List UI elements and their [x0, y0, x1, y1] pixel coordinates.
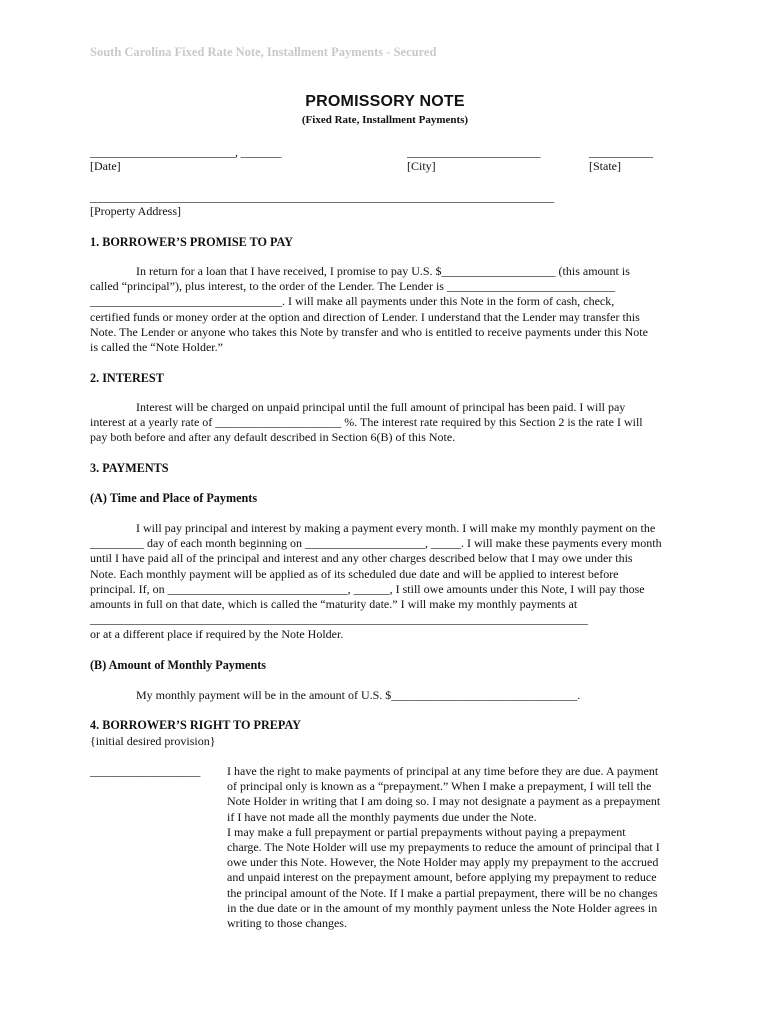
section-3a-line: I will pay principal and interest by making a payment every month. I will make my monthly payment on the	[136, 521, 656, 535]
section-1-line: certified funds or money order at the option and direction of Lender. I understand that the Lender may transfer this	[90, 309, 640, 324]
section-4-line: the principal amount of the Note. If I make a partial prepayment, there will be no changes	[227, 885, 658, 900]
section-3a-line: _________ day of each month beginning on ____________________, _____. I will make these payments every month	[90, 536, 662, 551]
property-address-blank[interactable]: ________________________________________________________________________________	[90, 190, 555, 204]
city-label: [City]	[407, 159, 436, 173]
section-3a-line: principal. If, on ______________________________, ______, I still owe amounts under this Note, I will pay those	[90, 581, 645, 596]
section-4-line: owe under this Note. However, the Note Holder may apply my prepayment to the accrued	[227, 855, 659, 870]
page-subtitle: (Fixed Rate, Installment Payments)	[301, 114, 469, 126]
section-4-line: of principal only is known as a “prepayment.” When I make a prepayment, I will tell the	[227, 779, 652, 794]
section-4-line: I may make a full prepayment or partial prepayments without paying a prepayment	[227, 824, 626, 839]
property-address-label: [Property Address]	[90, 204, 181, 218]
section-4-line: Note Holder in writing that I am doing so. I may not designate a payment as a prepayment	[227, 794, 661, 809]
section-1-line: Note. The Lender or anyone who takes this Note by transfer and who is entitled to receive payments under this Note	[90, 324, 648, 339]
section-3a-line: or at a different place if required by the Note Holder.	[90, 627, 344, 642]
section-4-body	[227, 764, 660, 931]
page-title: PROMISSORY NOTE	[305, 93, 465, 110]
state-label: [State]	[589, 159, 621, 173]
section-2-heading: 2. INTEREST	[90, 371, 164, 385]
section-3a-heading: (A) Time and Place of Payments	[90, 491, 258, 505]
section-1-heading: 1. BORROWER’S PROMISE TO PAY	[90, 235, 294, 249]
section-3b-line: My monthly payment will be in the amount of U.S. $_______________________________.	[136, 688, 581, 702]
section-4-line: if I have not made all the monthly payments due under the Note.	[227, 809, 537, 824]
section-4-heading: 4. BORROWER’S RIGHT TO PREPAY	[90, 718, 301, 732]
section-4-line: I have the right to make payments of principal at any time before they are due. A payment	[227, 764, 659, 778]
section-1-line: called “principal”), plus interest, to the order of the Lender. The Lender is ____________________________	[90, 279, 615, 294]
section-2-line: pay both before and after any default described in Section 6(B) of this Note.	[90, 430, 456, 445]
section-1-line: is called the “Note Holder.”	[90, 339, 223, 354]
section-2-line: Interest will be charged on unpaid principal until the full amount of principal has been paid. I will pay	[136, 400, 626, 414]
section-3b-heading: (B) Amount of Monthly Payments	[90, 658, 267, 672]
city-blank[interactable]: _______________________	[407, 145, 541, 159]
section-3a-line: until I have paid all of the principal and interest and any other charges described below that I may owe under this	[90, 551, 633, 566]
section-4-line: writing to those changes.	[227, 915, 347, 930]
section-2-line: interest at a yearly rate of _____________________ %. The interest rate required by this Section 2 is the rate I will	[90, 415, 643, 430]
initial-blank[interactable]: ___________________	[90, 764, 201, 778]
section-4-line: in the due date or in the amount of my monthly payment unless the Note Holder agrees in	[227, 900, 658, 915]
section-3b-body	[136, 688, 580, 703]
date-blank[interactable]: _________________________, _______	[90, 145, 282, 159]
section-4-line: charge. The Note Holder will use my prepayments to reduce the amount of principal that I	[227, 839, 660, 854]
section-3a-line: Note. Each monthly payment will be applied as of its scheduled due date and will be applied to interest before	[90, 566, 619, 581]
section-1-line: ________________________________. I will make all payments under this Note in the form of cash, check,	[90, 294, 615, 309]
section-1-line: In return for a loan that I have received, I promise to pay U.S. $___________________ (this amount is	[136, 264, 630, 278]
document-watermark-header: South Carolina Fixed Rate Note, Installment Payments - Secured	[90, 45, 437, 59]
section-3a-line: amounts in full on that date, which is called the “maturity date.” I will make my monthly payments at	[90, 596, 578, 611]
section-1-body	[90, 264, 648, 355]
section-3-heading: 3. PAYMENTS	[90, 461, 169, 475]
section-4-note: {initial desired provision}	[90, 734, 216, 748]
date-label: [Date]	[90, 159, 121, 173]
section-3a-body	[90, 521, 662, 643]
section-4-line: and unpaid interest on the prepayment amount, before applying my prepayment to reduce	[227, 870, 657, 885]
state-blank[interactable]: ___________	[589, 145, 653, 159]
section-2-body	[90, 400, 643, 446]
section-3a-line: ___________________________________________________________________________________	[90, 612, 588, 627]
